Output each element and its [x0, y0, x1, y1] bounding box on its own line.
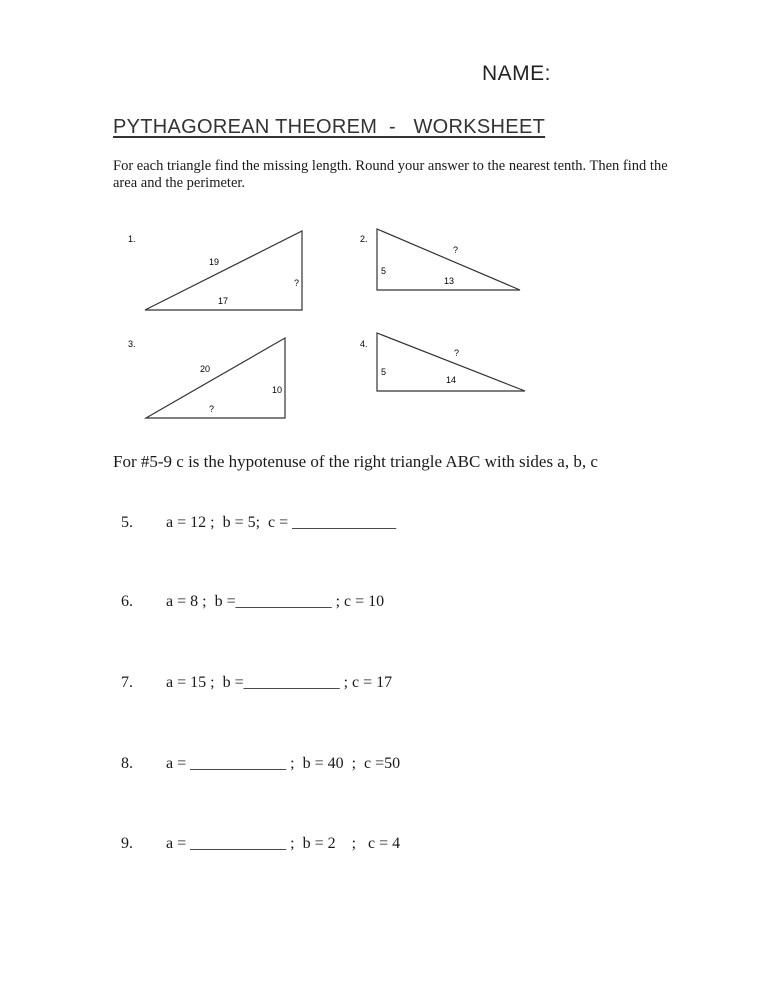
name-label: NAME:: [482, 62, 552, 85]
problem-number: 8.: [121, 755, 133, 772]
triangle-2: [360, 229, 520, 290]
triangle-1-base-label: 17: [218, 296, 229, 306]
instructions: For each triangle find the missing length. Round your answer to the nearest tenth. Then find the area and the perimeter.: [113, 158, 668, 191]
triangle-4: [360, 333, 525, 391]
triangle-3-shape: [146, 338, 285, 418]
triangle-3-number: 3.: [128, 339, 136, 349]
triangle-2-hypotenuse-label: ?: [453, 245, 459, 255]
problem-number: 5.: [121, 514, 133, 531]
problem-number: 7.: [121, 674, 133, 691]
triangle-3-side-label: 10: [272, 385, 283, 395]
problem-text: a = 8 ; b =____________ ; c = 10: [166, 593, 385, 610]
problem-9: [113, 817, 400, 853]
problem-7: [113, 656, 392, 692]
triangle-3: [128, 338, 285, 418]
problem-6: [113, 575, 384, 611]
worksheet-title: PYTHAGOREAN THEOREM - WORKSHEET: [113, 116, 546, 138]
triangle-2-number: 2.: [360, 234, 368, 244]
problem-number: 6.: [121, 593, 133, 610]
triangle-2-side-label: 5: [381, 266, 387, 276]
problem-text: a = 12 ; b = 5; c = _____________: [166, 514, 397, 531]
triangle-3-hypotenuse-label: 20: [200, 364, 211, 374]
triangle-4-number: 4.: [360, 339, 368, 349]
problem-text: a = ____________ ; b = 40 ; c =50: [166, 755, 401, 772]
problem-5: [113, 496, 396, 532]
triangle-2-base-label: 13: [444, 276, 455, 286]
problem-8: [113, 737, 400, 773]
problem-number: 9.: [121, 835, 133, 852]
section-subheading: For #5-9 c is the hypotenuse of the right triangle ABC with sides a, b, c: [113, 452, 598, 471]
problem-text: a = 15 ; b =____________ ; c = 17: [166, 674, 393, 691]
triangle-4-side-label: 5: [381, 367, 387, 377]
triangle-1-number: 1.: [128, 234, 136, 244]
triangle-1-hypotenuse-label: 19: [209, 257, 220, 267]
problem-text: a = ____________ ; b = 2 ; c = 4: [166, 835, 401, 852]
triangle-1: [128, 231, 302, 310]
triangle-4-base-label: 14: [446, 375, 457, 385]
triangle-1-side-label: ?: [294, 278, 300, 288]
triangle-3-base-label: ?: [209, 404, 215, 414]
triangle-4-hypotenuse-label: ?: [454, 348, 460, 358]
